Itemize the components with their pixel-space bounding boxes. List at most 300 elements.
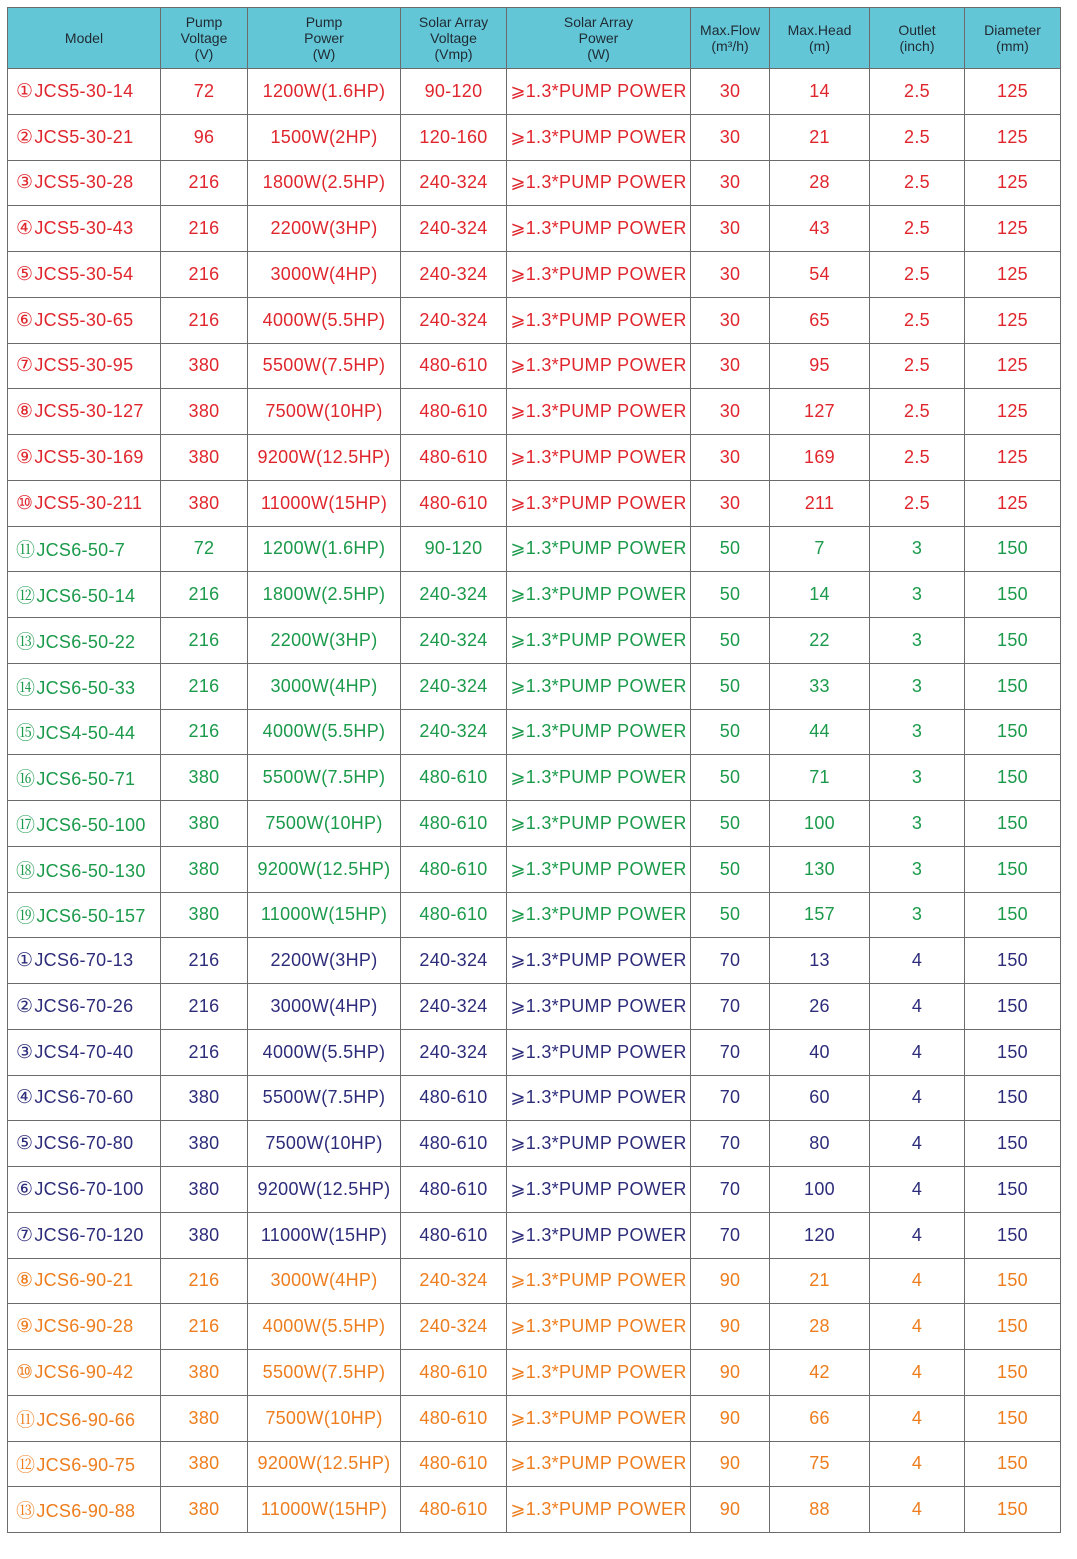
array-power-cell: ⩾1.3*PUMP POWER [507,938,691,984]
model-name: JCS5-30-65 [34,309,134,330]
max-flow-cell: 30 [691,480,770,526]
pump-power-cell: 11000W(15HP) [248,1212,401,1258]
model-cell [8,1258,161,1304]
model-name: JCS4-70-40 [34,1041,134,1062]
header-line: Voltage [180,30,228,46]
array-voltage-cell: 240-324 [401,709,507,755]
row-number-badge: ⑫ [16,1455,36,1477]
model-name: JCS6-70-13 [34,950,134,971]
pump-voltage-cell: 380 [161,1075,248,1121]
table-row [8,755,1061,801]
pump-power-cell: 4000W(5.5HP) [248,709,401,755]
pump-power-cell: 3000W(4HP) [248,663,401,709]
row-number-badge: ⑩ [16,1361,34,1383]
diameter-cell: 150 [965,1258,1061,1304]
model-name: JCS5-30-95 [34,355,134,376]
model-cell [8,755,161,801]
outlet-cell: 2.5 [870,343,965,389]
pump-power-cell: 7500W(10HP) [248,389,401,435]
table-row [8,1167,1061,1213]
row-number-badge: ② [16,995,34,1017]
array-power-cell: ⩾1.3*PUMP POWER [507,297,691,343]
row-number-badge: ⑱ [16,860,36,882]
row-number-badge: ① [16,80,34,102]
model-cell [8,663,161,709]
pump-power-cell: 5500W(7.5HP) [248,1075,401,1121]
array-voltage-cell: 240-324 [401,206,507,252]
pump-power-cell: 3000W(4HP) [248,252,401,298]
row-number-badge: ⑤ [16,1133,34,1155]
diameter-cell: 150 [965,1304,1061,1350]
outlet-cell: 4 [870,1029,965,1075]
header-line: Max.Flow [700,22,760,38]
model-cell [8,480,161,526]
pump-power-cell: 9200W(12.5HP) [248,1167,401,1213]
model-name: JCS5-30-43 [34,218,134,239]
model-cell [8,938,161,984]
max-head-cell: 157 [770,892,870,938]
row-number-badge: ⑦ [16,1224,34,1246]
max-flow-cell: 50 [691,572,770,618]
model-cell [8,1304,161,1350]
header-line: (W) [312,46,336,62]
max-flow-cell: 30 [691,252,770,298]
outlet-cell: 2.5 [870,389,965,435]
model-name: JCS6-50-100 [36,814,146,835]
pump-power-cell: 5500W(7.5HP) [248,755,401,801]
diameter-cell: 150 [965,709,1061,755]
row-number-badge: ③ [16,172,34,194]
array-power-cell: ⩾1.3*PUMP POWER [507,709,691,755]
outlet-cell: 2.5 [870,297,965,343]
pump-power-cell: 9200W(12.5HP) [248,435,401,481]
table-row [8,663,1061,709]
diameter-cell: 150 [965,1487,1061,1533]
table-row [8,1029,1061,1075]
table-row [8,1304,1061,1350]
max-flow-cell: 70 [691,1029,770,1075]
diameter-cell: 150 [965,1212,1061,1258]
row-number-badge: ⑫ [16,586,36,608]
outlet-cell: 4 [870,1075,965,1121]
model-name: JCS6-90-66 [36,1409,136,1430]
table-row [8,709,1061,755]
array-power-cell: ⩾1.3*PUMP POWER [507,801,691,847]
array-voltage-cell: 480-610 [401,1212,507,1258]
max-head-cell: 100 [770,1167,870,1213]
max-head-cell: 14 [770,572,870,618]
model-cell [8,618,161,664]
diameter-cell: 125 [965,343,1061,389]
model-cell [8,1441,161,1487]
table-row [8,1212,1061,1258]
outlet-cell: 4 [870,1121,965,1167]
header-line: Outlet [898,22,936,38]
max-head-cell: 7 [770,526,870,572]
row-number-badge: ⑨ [16,446,34,468]
outlet-cell: 3 [870,618,965,664]
array-voltage-cell: 120-160 [401,114,507,160]
outlet-cell: 2.5 [870,435,965,481]
diameter-cell: 125 [965,69,1061,115]
diameter-cell: 150 [965,801,1061,847]
model-cell [8,343,161,389]
header-solar-array-voltage [401,8,507,69]
row-number-badge: ⑭ [16,677,36,699]
diameter-cell: 125 [965,435,1061,481]
model-cell [8,846,161,892]
outlet-cell: 3 [870,892,965,938]
model-cell [8,709,161,755]
max-flow-cell: 30 [691,343,770,389]
header-pump-voltage [161,8,248,69]
model-cell [8,252,161,298]
array-power-cell: ⩾1.3*PUMP POWER [507,892,691,938]
table-row [8,114,1061,160]
table-row [8,1441,1061,1487]
row-number-badge: ⑪ [16,540,36,562]
array-power-cell: ⩾1.3*PUMP POWER [507,343,691,389]
diameter-cell: 150 [965,892,1061,938]
max-flow-cell: 50 [691,755,770,801]
pump-voltage-cell: 216 [161,938,248,984]
diameter-cell: 150 [965,1395,1061,1441]
array-voltage-cell: 480-610 [401,755,507,801]
model-name: JCS5-30-14 [34,80,134,101]
max-flow-cell: 70 [691,1121,770,1167]
array-power-cell: ⩾1.3*PUMP POWER [507,1029,691,1075]
array-power-cell: ⩾1.3*PUMP POWER [507,572,691,618]
pump-voltage-cell: 216 [161,984,248,1030]
max-flow-cell: 30 [691,69,770,115]
outlet-cell: 3 [870,755,965,801]
table-row [8,160,1061,206]
array-power-cell: ⩾1.3*PUMP POWER [507,1212,691,1258]
diameter-cell: 150 [965,1029,1061,1075]
diameter-cell: 150 [965,755,1061,801]
max-head-cell: 44 [770,709,870,755]
max-flow-cell: 70 [691,938,770,984]
outlet-cell: 2.5 [870,114,965,160]
header-outlet [870,8,965,69]
model-name: JCS5-30-28 [34,172,134,193]
pump-power-cell: 3000W(4HP) [248,984,401,1030]
header-line: Diameter [984,22,1041,38]
outlet-cell: 4 [870,1304,965,1350]
diameter-cell: 150 [965,572,1061,618]
row-number-badge: ⑲ [16,906,36,928]
header-line: (Vmp) [434,46,473,62]
max-flow-cell: 30 [691,389,770,435]
model-cell [8,1075,161,1121]
array-power-cell: ⩾1.3*PUMP POWER [507,114,691,160]
row-number-badge: ⑤ [16,263,34,285]
row-number-badge: ③ [16,1041,34,1063]
model-name: JCS6-90-21 [34,1270,134,1291]
table-row [8,846,1061,892]
model-name: JCS5-30-54 [34,263,134,284]
array-power-cell: ⩾1.3*PUMP POWER [507,1121,691,1167]
model-cell [8,297,161,343]
model-name: JCS6-70-120 [34,1224,144,1245]
model-name: JCS5-30-127 [34,401,144,422]
table-row [8,297,1061,343]
model-cell [8,69,161,115]
array-voltage-cell: 240-324 [401,984,507,1030]
outlet-cell: 4 [870,1167,965,1213]
header-line: (W) [587,46,610,62]
diameter-cell: 150 [965,1167,1061,1213]
max-flow-cell: 70 [691,1212,770,1258]
outlet-cell: 4 [870,1441,965,1487]
outlet-cell: 3 [870,663,965,709]
max-head-cell: 71 [770,755,870,801]
model-cell [8,572,161,618]
max-head-cell: 127 [770,389,870,435]
max-head-cell: 54 [770,252,870,298]
pump-voltage-cell: 380 [161,1441,248,1487]
outlet-cell: 3 [870,572,965,618]
header-line: Voltage [430,30,477,46]
max-head-cell: 21 [770,1258,870,1304]
diameter-cell: 150 [965,984,1061,1030]
outlet-cell: 2.5 [870,252,965,298]
pump-voltage-cell: 216 [161,572,248,618]
pump-voltage-cell: 380 [161,892,248,938]
model-cell [8,1350,161,1396]
array-power-cell: ⩾1.3*PUMP POWER [507,846,691,892]
row-number-badge: ① [16,950,34,972]
array-voltage-cell: 480-610 [401,1441,507,1487]
pump-power-cell: 7500W(10HP) [248,1395,401,1441]
model-name: JCS6-90-42 [34,1361,134,1382]
max-head-cell: 60 [770,1075,870,1121]
pump-voltage-cell: 380 [161,801,248,847]
model-name: JCS5-30-211 [34,492,143,513]
model-name: JCS6-50-71 [36,769,136,790]
pump-power-cell: 4000W(5.5HP) [248,1029,401,1075]
diameter-cell: 125 [965,206,1061,252]
model-name: JCS6-70-80 [34,1133,134,1154]
max-flow-cell: 70 [691,1167,770,1213]
max-head-cell: 80 [770,1121,870,1167]
pump-power-cell: 11000W(15HP) [248,892,401,938]
table-row [8,1075,1061,1121]
max-head-cell: 42 [770,1350,870,1396]
outlet-cell: 4 [870,984,965,1030]
table-row [8,984,1061,1030]
pump-voltage-cell: 216 [161,1304,248,1350]
table-row [8,1121,1061,1167]
max-flow-cell: 50 [691,801,770,847]
max-flow-cell: 90 [691,1304,770,1350]
max-flow-cell: 70 [691,1075,770,1121]
pump-power-cell: 5500W(7.5HP) [248,343,401,389]
model-name: JCS6-70-60 [34,1087,134,1108]
max-flow-cell: 90 [691,1395,770,1441]
array-power-cell: ⩾1.3*PUMP POWER [507,618,691,664]
max-head-cell: 14 [770,69,870,115]
pump-power-cell: 1500W(2HP) [248,114,401,160]
diameter-cell: 150 [965,663,1061,709]
header-line: Pump [305,14,343,30]
diameter-cell: 125 [965,114,1061,160]
array-voltage-cell: 90-120 [401,526,507,572]
header-diameter [965,8,1061,69]
pump-power-cell: 11000W(15HP) [248,1487,401,1533]
pump-voltage-cell: 380 [161,755,248,801]
max-flow-cell: 30 [691,435,770,481]
model-cell [8,1121,161,1167]
table-body [8,69,1061,1533]
array-power-cell: ⩾1.3*PUMP POWER [507,663,691,709]
pump-voltage-cell: 216 [161,709,248,755]
array-voltage-cell: 480-610 [401,801,507,847]
table-row [8,206,1061,252]
max-flow-cell: 30 [691,114,770,160]
outlet-cell: 2.5 [870,160,965,206]
max-head-cell: 40 [770,1029,870,1075]
pump-voltage-cell: 380 [161,389,248,435]
table-row [8,572,1061,618]
diameter-cell: 150 [965,618,1061,664]
max-flow-cell: 30 [691,160,770,206]
array-voltage-cell: 480-610 [401,435,507,481]
pump-power-cell: 5500W(7.5HP) [248,1350,401,1396]
array-voltage-cell: 240-324 [401,572,507,618]
header-line: Pump [185,14,223,30]
table-row [8,480,1061,526]
model-name: JCS5-30-169 [34,446,144,467]
model-name: JCS5-30-21 [34,126,134,147]
pump-power-cell: 1200W(1.6HP) [248,526,401,572]
max-flow-cell: 90 [691,1441,770,1487]
row-number-badge: ④ [16,1087,34,1109]
model-name: JCS6-90-28 [34,1316,134,1337]
array-voltage-cell: 480-610 [401,1121,507,1167]
diameter-cell: 150 [965,1121,1061,1167]
outlet-cell: 4 [870,1487,965,1533]
header-solar-array-power [507,8,691,69]
max-head-cell: 21 [770,114,870,160]
model-cell [8,1212,161,1258]
array-voltage-cell: 240-324 [401,1029,507,1075]
diameter-cell: 150 [965,1350,1061,1396]
pump-power-cell: 11000W(15HP) [248,480,401,526]
header-row [8,8,1061,69]
pump-voltage-cell: 216 [161,618,248,664]
array-voltage-cell: 240-324 [401,938,507,984]
table-row [8,1350,1061,1396]
diameter-cell: 150 [965,1441,1061,1487]
max-flow-cell: 50 [691,618,770,664]
table-row [8,618,1061,664]
array-voltage-cell: 480-610 [401,1487,507,1533]
header-line: (inch) [899,38,935,54]
model-name: JCS6-50-157 [36,906,146,927]
max-head-cell: 66 [770,1395,870,1441]
table-row [8,1258,1061,1304]
max-flow-cell: 70 [691,984,770,1030]
pump-voltage-cell: 380 [161,1167,248,1213]
pump-power-cell: 3000W(4HP) [248,1258,401,1304]
table-row [8,801,1061,847]
pump-power-cell: 1800W(2.5HP) [248,572,401,618]
model-name: JCS6-90-88 [36,1501,136,1522]
max-flow-cell: 50 [691,846,770,892]
table-row [8,526,1061,572]
model-cell [8,526,161,572]
model-name: JCS6-70-26 [34,995,134,1016]
model-cell [8,114,161,160]
array-voltage-cell: 240-324 [401,252,507,298]
array-power-cell: ⩾1.3*PUMP POWER [507,160,691,206]
diameter-cell: 125 [965,389,1061,435]
model-name: JCS6-90-75 [36,1455,136,1476]
max-flow-cell: 90 [691,1258,770,1304]
model-cell [8,1029,161,1075]
max-head-cell: 28 [770,1304,870,1350]
pump-voltage-cell: 216 [161,1258,248,1304]
array-power-cell: ⩾1.3*PUMP POWER [507,435,691,481]
pump-voltage-cell: 216 [161,252,248,298]
max-head-cell: 211 [770,480,870,526]
model-cell [8,1167,161,1213]
pump-voltage-cell: 216 [161,206,248,252]
model-cell [8,160,161,206]
max-head-cell: 26 [770,984,870,1030]
diameter-cell: 150 [965,526,1061,572]
model-cell [8,1395,161,1441]
max-flow-cell: 50 [691,709,770,755]
array-power-cell: ⩾1.3*PUMP POWER [507,984,691,1030]
max-head-cell: 169 [770,435,870,481]
header-max-flow [691,8,770,69]
table-row [8,435,1061,481]
header-line: Solar Array [418,14,489,30]
max-flow-cell: 90 [691,1487,770,1533]
header-line: Power [578,30,619,46]
model-name: JCS6-50-7 [36,540,126,561]
row-number-badge: ⑯ [16,769,36,791]
max-head-cell: 130 [770,846,870,892]
outlet-cell: 2.5 [870,480,965,526]
array-power-cell: ⩾1.3*PUMP POWER [507,1167,691,1213]
array-power-cell: ⩾1.3*PUMP POWER [507,1350,691,1396]
array-power-cell: ⩾1.3*PUMP POWER [507,1258,691,1304]
outlet-cell: 4 [870,1258,965,1304]
pump-power-cell: 2200W(3HP) [248,938,401,984]
pump-power-cell: 9200W(12.5HP) [248,846,401,892]
max-head-cell: 88 [770,1487,870,1533]
array-voltage-cell: 480-610 [401,892,507,938]
pump-voltage-cell: 216 [161,663,248,709]
row-number-badge: ⑬ [16,631,36,653]
row-number-badge: ⑮ [16,723,36,745]
max-head-cell: 95 [770,343,870,389]
row-number-badge: ② [16,126,34,148]
diameter-cell: 150 [965,938,1061,984]
diameter-cell: 125 [965,480,1061,526]
pump-power-cell: 1800W(2.5HP) [248,160,401,206]
pump-power-cell: 4000W(5.5HP) [248,1304,401,1350]
max-flow-cell: 30 [691,206,770,252]
pump-voltage-cell: 380 [161,1212,248,1258]
pump-voltage-cell: 380 [161,846,248,892]
model-cell [8,389,161,435]
array-voltage-cell: 240-324 [401,297,507,343]
array-voltage-cell: 480-610 [401,1395,507,1441]
